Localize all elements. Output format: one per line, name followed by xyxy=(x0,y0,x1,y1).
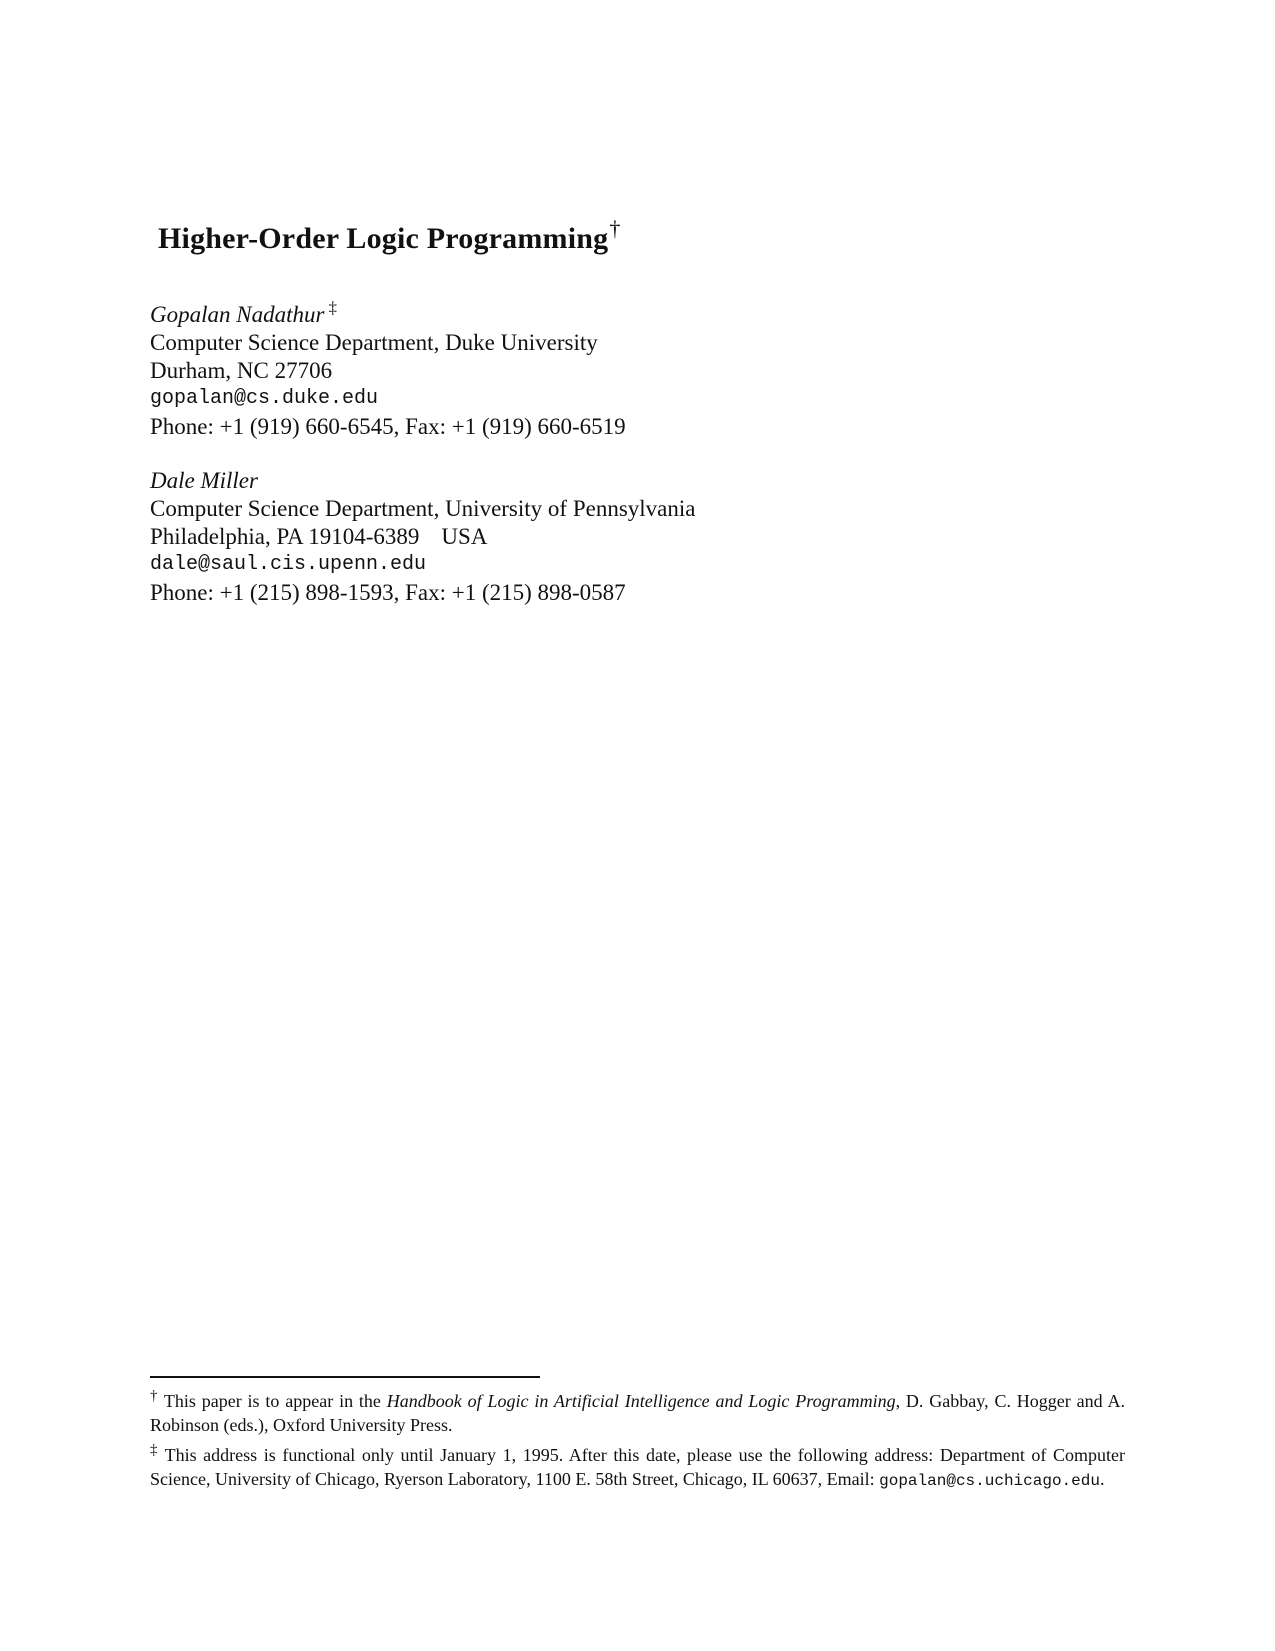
author-block-miller xyxy=(150,467,950,607)
author-phone-fax: Phone: +1 (919) 660-6545, Fax: +1 (919) 660-6519 xyxy=(150,414,626,439)
paper-title xyxy=(158,216,621,255)
author-email: dale@saul.cis.upenn.edu xyxy=(150,553,427,576)
author-name: Dale Miller xyxy=(150,468,258,493)
footnotes xyxy=(150,1384,1125,1494)
author-address-line xyxy=(150,523,950,551)
author-affiliation: Computer Science Department, Duke University xyxy=(150,330,598,355)
footnote-dagger xyxy=(150,1384,1125,1437)
footnote-separator xyxy=(150,1376,540,1378)
footnote-text: This paper is to appear in the xyxy=(163,1391,387,1411)
footnote-mark: ‡ xyxy=(150,1442,160,1458)
title-footnote-mark: † xyxy=(609,216,621,241)
paper-title-text: Higher-Order Logic Programming xyxy=(158,222,609,255)
author-address: Philadelphia, PA 19104-6389 xyxy=(150,524,420,549)
author-address: Durham, NC 27706 xyxy=(150,358,333,383)
footnote-email: gopalan@cs.uchicago.edu xyxy=(879,1472,1100,1490)
author-block-nadathur xyxy=(150,294,950,441)
footnote-end: . xyxy=(1099,1469,1105,1489)
footnote-text-end: , D. Gabbay, C. Hogger and A. Robinson (eds.), Oxford University Press. xyxy=(150,1391,1125,1435)
author-affiliation: Computer Science Department, University of Pennsylvania xyxy=(150,496,696,521)
author-footnote-mark: ‡ xyxy=(328,298,337,317)
footnote-text: This address is functional only until January 1, 1995. After this date, please use the following address: Department of Computer Science, University of Chicago, Ryerson Laboratory, 1100 E. 58th Street, Chicago, IL 60637, Email: xyxy=(150,1445,1126,1489)
author-country: USA xyxy=(441,524,488,549)
author-phone-fax: Phone: +1 (215) 898-1593, Fax: +1 (215) 898-0587 xyxy=(150,580,626,605)
title-block xyxy=(158,216,621,256)
footnote-double-dagger xyxy=(150,1438,1125,1493)
author-email: gopalan@cs.duke.edu xyxy=(150,387,379,410)
footnote-book-title: Handbook of Logic in Artificial Intelligence and Logic Programming xyxy=(386,1391,896,1411)
footnote-mark: † xyxy=(150,1388,159,1404)
author-name xyxy=(150,294,950,329)
author-name-text: Gopalan Nadathur xyxy=(150,302,325,327)
